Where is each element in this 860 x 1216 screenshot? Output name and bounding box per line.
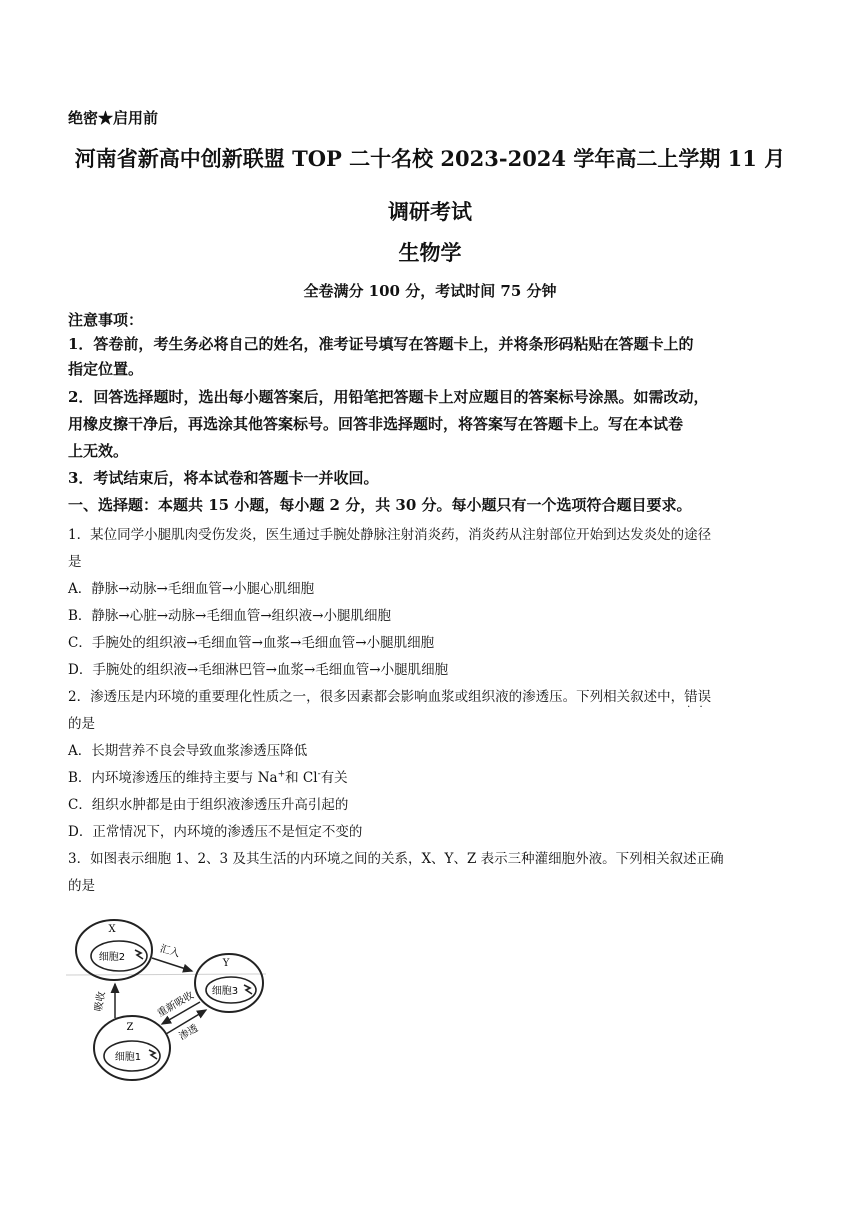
q2-option-c: C．组织水肿都是由于组织液渗透压升高引起的 <box>68 797 349 813</box>
label-y: Y <box>222 958 230 969</box>
q2-stem-line2: 的是 <box>68 716 95 732</box>
section1-heading: 一、选择题：本题共 15 小题，每小题 2 分，共 30 分。每小题只有一个选项符合题目要求。 <box>68 496 692 514</box>
notice-item1-line1: 1．答卷前，考生务必将自己的姓名，准考证号填写在答题卡上，并将条形码粘贴在答题卡上的 <box>68 335 694 353</box>
notice-item2-line3: 上无效。 <box>68 442 129 460</box>
notice-item3: 3．考试结束后，将本试卷和答题卡一并收回。 <box>68 469 379 487</box>
q2-stem-text: 2．渗透压是内环境的重要理化性质之一，很多因素都会影响血浆或组织液的渗透压。下列相关叙述中， <box>68 689 685 705</box>
arrow-xishou-label: 吸收 <box>93 990 108 1013</box>
q3-stem-line2: 的是 <box>68 878 95 894</box>
label-z: Z <box>126 1022 134 1033</box>
circle-z <box>94 1016 170 1080</box>
arrow-shentou-label: 渗透 <box>177 1023 201 1043</box>
secret-label: 绝密★启用前 <box>68 109 159 127</box>
label-x: X <box>108 924 116 935</box>
cell1-label: 细胞1 <box>114 1052 142 1063</box>
q1-option-a: A．静脉→动脉→毛细血管→小腿心肌细胞 <box>68 581 315 597</box>
q1-option-d: D．手腕处的组织液→毛细淋巴管→血浆→毛细血管→小腿肌细胞 <box>68 662 449 678</box>
q1-option-c: C．手腕处的组织液→毛细血管→血浆→毛细血管→小腿肌细胞 <box>68 635 435 651</box>
q2-b-sup2: - <box>317 769 321 780</box>
q2-b-sup1: + <box>277 769 286 780</box>
q2-b-pre: B．内环境渗透压的维持主要与 Na <box>68 770 278 786</box>
q1-stem-line2: 是 <box>68 554 82 570</box>
q2-option-b <box>68 766 348 786</box>
cell-environment-diagram <box>66 906 271 1096</box>
exam-info: 全卷满分 100 分，考试时间 75 分钟 <box>303 282 557 300</box>
cell1-mark <box>149 1050 157 1059</box>
circle-y <box>195 954 263 1012</box>
q3-stem-line1: 3．如图表示细胞 1、2、3 及其生活的内环境之间的关系，X、Y、Z 表示三种灌细胞外液。下列相关叙述正确 <box>68 851 724 867</box>
subject-title: 生物学 <box>398 240 462 265</box>
q2-stem-line1 <box>68 685 711 705</box>
cell2-mark <box>135 950 143 959</box>
q1-option-b: B．静脉→心脏→动脉→毛细血管→组织液→小腿肌细胞 <box>68 608 391 624</box>
circle-x <box>76 920 152 980</box>
arrow-x-to-y <box>152 958 192 971</box>
notice-item2-line2: 用橡皮擦干净后，再选涂其他答案标号。回答非选择题时，将答案写在答题卡上。写在本试卷 <box>68 415 684 433</box>
notice-item2-line1: 2．回答选择题时，选出每小题答案后，用铅笔把答题卡上对应题目的答案标号涂黑。如需改动， <box>68 388 709 406</box>
cell3-mark <box>244 985 252 994</box>
arrow-chongxin-label: 重新吸收 <box>155 990 196 1020</box>
notice-item1-line2: 指定位置。 <box>68 360 144 378</box>
exam-title-line2: 调研考试 <box>388 199 472 224</box>
q2-emphasis: 错误 · · <box>684 689 711 705</box>
cell3-label: 细胞3 <box>211 986 239 997</box>
scan-line <box>66 974 266 975</box>
q2-b-post: 有关 <box>320 770 348 786</box>
q1-stem-line1: 1．某位同学小腿肌肉受伤发炎，医生通过手腕处静脉注射消炎药，消炎药从注射部位开始到达发炎处的途径 <box>68 527 712 543</box>
q2-option-a: A．长期营养不良会导致血浆渗透压降低 <box>68 743 308 759</box>
exam-title-line1: 河南省新高中创新联盟 TOP 二十名校 2023-2024 学年高二上学期 11 月 <box>74 146 786 171</box>
cell2-label: 细胞2 <box>98 952 126 963</box>
q2-option-d: D．正常情况下，内环境的渗透压不是恒定不变的 <box>68 824 363 840</box>
notice-heading: 注意事项： <box>68 311 144 329</box>
q2-b-mid: 和 Cl <box>285 770 318 786</box>
arrow-huiru-label: 汇入 <box>158 943 181 960</box>
